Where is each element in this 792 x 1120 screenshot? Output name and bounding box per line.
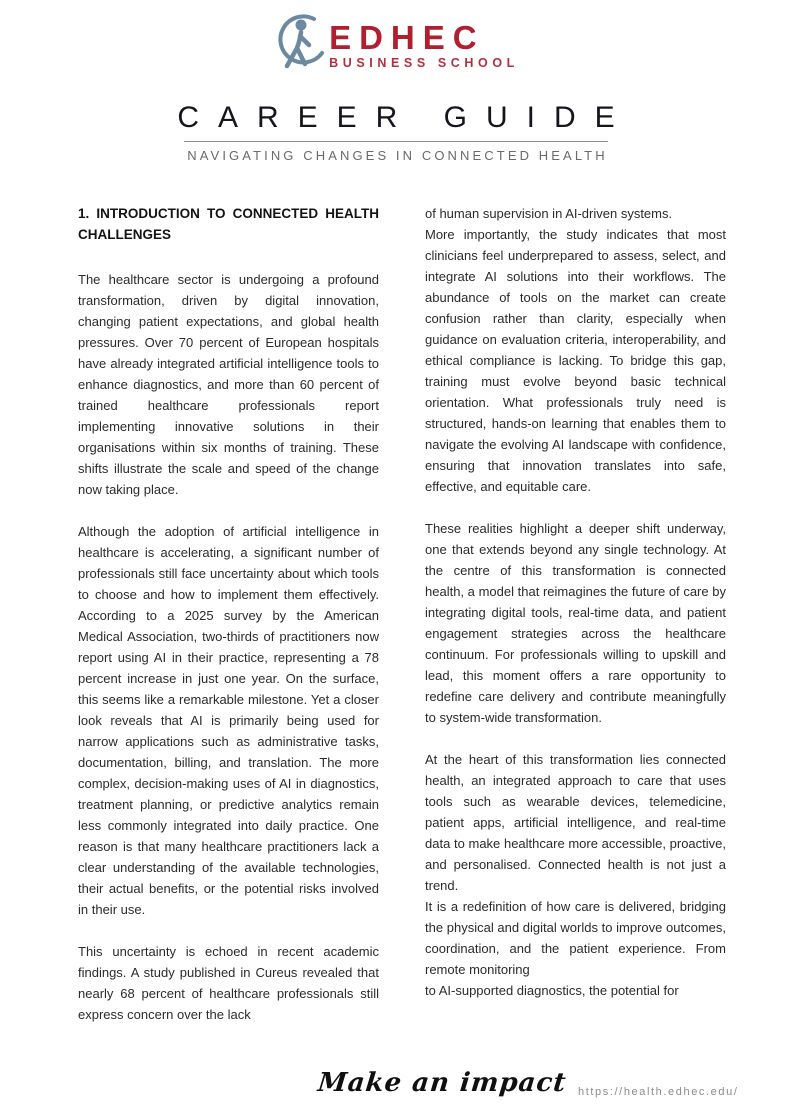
masthead (0, 12, 792, 163)
paragraph: At the heart of this transformation lies connected health, an integrated approach to care that uses tools such as wearable devices, telemedicine, patient apps, artificial intelligence, and real-time data to make healthcare more accessible, proactive, and personalised. Connected health is not just a trend. (425, 752, 726, 893)
paragraph: These realities highlight a deeper shift underway, one that extends beyond any single technology. At the centre of this transformation is connected health, a model that reimagines the future of care by integrating digital tools, real-time data, and patient engagement strategies across the healthcare continuum. For professionals willing to upskill and lead, this moment offers a rare opportunity to redefine care delivery and contribute meaningfully to system-wide transformation. (425, 521, 726, 725)
article-body (78, 203, 726, 1025)
section-heading: 1. INTRODUCTION TO CONNECTED HEALTH CHALLENGES (78, 206, 379, 242)
paragraph: of human supervision in AI-driven systems. (425, 206, 673, 221)
page-title: CAREER GUIDE (177, 101, 634, 134)
page-subtitle: NAVIGATING CHANGES IN CONNECTED HEALTH (187, 147, 608, 163)
paragraph: More importantly, the study indicates that most clinicians feel underprepared to assess, select, and integrate AI solutions into their workflows. The abundance of tools on the market can create confusion rather than clarity, especially when guidance on evaluation criteria, interoperability, and ethical compliance is lacking. To bridge this gap, training must evolve beyond basic technical orientation. What professionals truly need is structured, hands-on learning that enables them to navigate the evolving AI landscape with confidence, ensuring that innovation translates into safe, effective, and equitable care. (425, 227, 726, 494)
tagline-script: Make an impact (316, 1068, 568, 1098)
walking-figure-icon (273, 12, 327, 79)
paragraph: The healthcare sector is undergoing a profound transformation, driven by digital innovation, changing patient expectations, and global health pressures. Over 70 percent of European hospitals have already integrated artificial intelligence tools to enhance diagnostics, and more than 60 percent of trained healthcare professionals report implementing innovative solutions in their organisations within six months of training. These shifts illustrate the scale and speed of the change now taking place. (78, 272, 379, 497)
edhec-logo (273, 12, 519, 79)
title-divider (184, 141, 608, 142)
paragraph: This uncertainty is echoed in recent academic findings. A study published in Cureus revealed that nearly 68 percent of healthcare professionals still express concern over the lack (78, 944, 379, 1022)
paragraph: to AI-supported diagnostics, the potential for (425, 983, 679, 998)
right-column (425, 203, 726, 1025)
footer-url-link[interactable]: https://health.edhec.edu/ (578, 1086, 739, 1098)
paragraph: It is a redefinition of how care is delivered, bridging the physical and digital worlds to improve outcomes, coordination, and the patient experience. From remote monitoring (425, 899, 726, 977)
logo-subbrand-text: BUSINESS SCHOOL (329, 56, 519, 71)
logo-brand-text: EDHEC (329, 19, 485, 57)
left-column (78, 203, 379, 1025)
paragraph: Although the adoption of artificial intelligence in healthcare is accelerating, a significant number of professionals still face uncertainty about which tools to choose and how to implement them effectively. According to a 2025 survey by the American Medical Association, two-thirds of practitioners now report using AI in their practice, representing a 78 percent increase in just one year. On the surface, this seems like a remarkable milestone. Yet a closer look reveals that AI is primarily being used for narrow applications such as administrative tasks, documentation, billing, and translation. The more complex, decision-making uses of AI in diagnostics, treatment planning, or predictive analytics remain less commonly integrated into daily practice. One reason is that many healthcare practitioners lack a clear understanding of the available technologies, their actual benefits, or the potential risks involved in their use. (78, 524, 379, 917)
